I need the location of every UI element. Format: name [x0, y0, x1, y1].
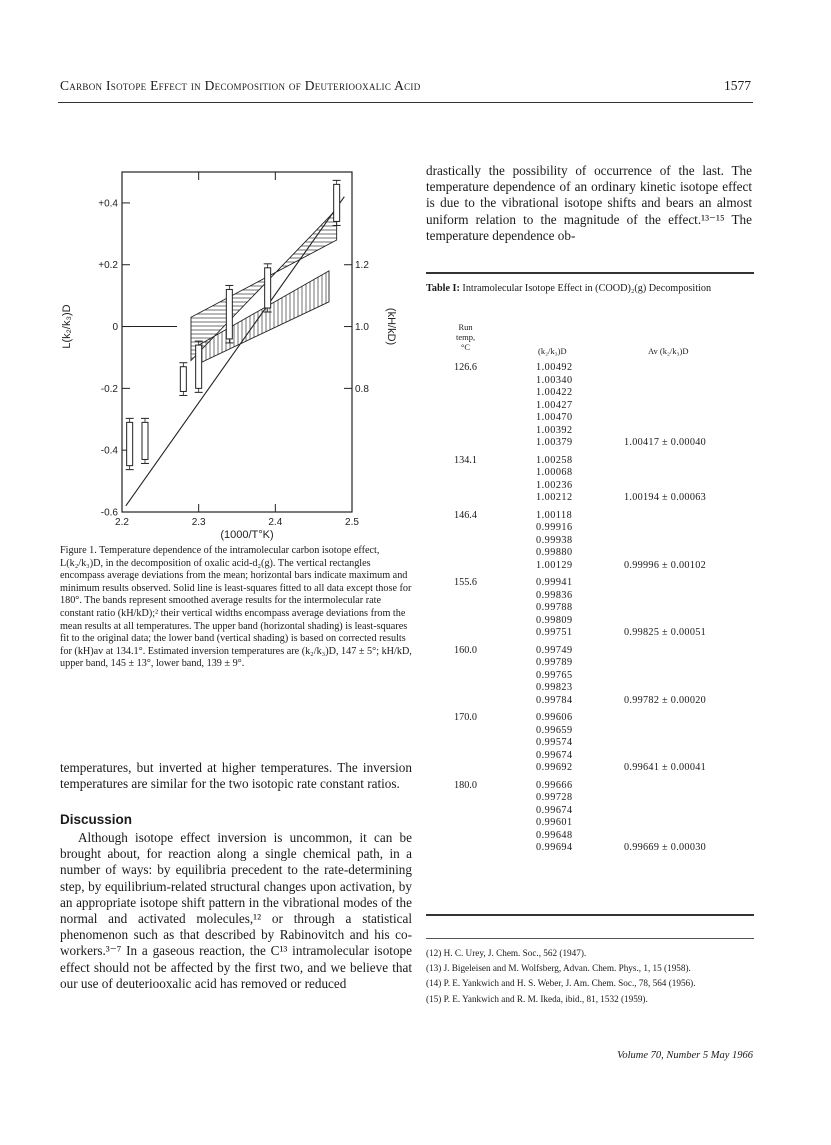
- x-tick-label: 2.3: [191, 517, 206, 528]
- table-row: [426, 817, 754, 830]
- running-head: Carbon Isotope Effect in Decomposition of Deuteriooxalic Acid: [60, 78, 421, 93]
- run-temp: 160.0: [454, 644, 477, 656]
- run-temp: 155.6: [454, 577, 477, 588]
- ratio-value: 0.99765: [536, 669, 573, 681]
- table-bottom-rule: [426, 914, 754, 916]
- ratio-value: 0.99749: [536, 644, 573, 656]
- left-tick-label: 0: [112, 322, 118, 334]
- table-row: [426, 547, 754, 560]
- footnote-number: (13): [426, 963, 442, 974]
- right-tick-label: 1.2: [355, 260, 369, 272]
- ratio-value: 1.00118: [536, 509, 573, 521]
- right-tick-label: 0.8: [355, 383, 369, 395]
- run-temp: 146.4: [454, 509, 477, 521]
- left-paragraph-2: Although isotope effect inversion is uncommon, it can be brought about, for reaction along a single chemical path, in a number of ways: by equilibria precedent to the rate-determining step, by equilibrium-related structural changes upon activation, by an appropriate isotope shift pattern in the vibrational modes of the normal and activated molecules,¹² or through a statistical phenomenon such as that described by Rabinovitch and his co-workers.³⁻⁷ In a gaseous reaction, the C¹³ intramolecular isotope effect should not be affected by the first two, and we believe that our use of deuteriooxalic acid has removed or reduced: [60, 830, 412, 991]
- table-row: [426, 412, 754, 425]
- ratio-value: 0.99916: [536, 522, 573, 533]
- figure-caption: Figure 1. Temperature dependence of the intramolecular carbon isotope effect, L(k₂/k₃)D, in the decomposition of oxalic acid-d₂(g). The vertical rectangles encompass average deviations from the mean; horizontal bars indicate maximum and minimum results observed. Solid line is least-squares fitted to all data except those for 180°. The bands represent smoothed average results for the intermolecular rate constant ratio (kH/kD);² their vertical widths encompass average deviations from the mean results at all temperatures. The upper band (horizontal shading) is least-squares fit to the original data; the lower band (vertical shading) is based on corrected results for (kH)av at 134.1°. Estimated inversion temperatures are (k₂/k₃)D, 147 ± 5°; kH/kD, upper band, 145 ± 13°, lower band, 139 ± 9°.: [60, 545, 412, 670]
- journal-footer: Volume 70, Number 5 May 1966: [617, 1050, 753, 1061]
- average-value: 0.99825 ± 0.00051: [624, 627, 707, 638]
- average-value: 0.99996 ± 0.00102: [624, 559, 707, 571]
- ratio-value: 0.99751: [536, 627, 573, 638]
- left-axis-label: L(k₂/k₃)D: [61, 304, 73, 349]
- table-row: [426, 590, 754, 603]
- ratio-value: 1.00392: [536, 424, 573, 436]
- table-row: [426, 695, 754, 708]
- table-row: [426, 737, 754, 750]
- footnote-text: J. Bigeleisen and M. Wolfsberg, Advan. Chem. Phys., 1, 15 (1958).: [443, 963, 691, 974]
- page-number: 1577: [724, 78, 751, 93]
- average-value: 1.00417 ± 0.00040: [624, 437, 707, 448]
- ratio-value: 1.00129: [536, 559, 573, 571]
- data-point-box: [196, 345, 202, 388]
- left-tick-label: -0.6: [100, 507, 118, 519]
- table-row: [426, 712, 754, 725]
- figure-1: [52, 160, 422, 545]
- table-row: [426, 510, 754, 523]
- ratio-value: 0.99574: [536, 737, 573, 748]
- header-rule: [58, 102, 753, 103]
- table-row: [426, 792, 754, 805]
- table-row: [426, 657, 754, 670]
- table-group: [426, 645, 754, 708]
- table-row: [426, 455, 754, 468]
- table-row: [426, 577, 754, 590]
- x-tick-label: 2.5: [345, 517, 359, 528]
- table-row: [426, 842, 754, 855]
- ratio-value: 0.99666: [536, 779, 573, 791]
- ratio-value: 1.00470: [536, 412, 573, 423]
- footnote: [426, 978, 756, 989]
- average-value: 0.99782 ± 0.00020: [624, 694, 707, 706]
- ratio-value: 0.99809: [536, 614, 573, 626]
- average-value: 0.99669 ± 0.00030: [624, 842, 707, 853]
- table-row: [426, 480, 754, 493]
- table-row: [426, 670, 754, 683]
- ratio-value: 1.00492: [536, 362, 573, 373]
- data-point-box: [265, 268, 271, 308]
- ratio-value: 1.00068: [536, 467, 573, 478]
- table-row: [426, 492, 754, 505]
- table-row: [426, 522, 754, 535]
- ratio-value: 1.00427: [536, 399, 573, 411]
- left-tick-label: -0.4: [100, 445, 118, 457]
- left-paragraph-1: temperatures, but inverted at higher temperatures. The inversion temperatures are similar for the two isotopic rate constant ratios.: [60, 760, 412, 792]
- right-tick-label: 1.0: [355, 322, 369, 334]
- ratio-value: 1.00379: [536, 437, 573, 448]
- fit-line: [126, 197, 345, 506]
- col-average: Av (k₂/k₃)D: [648, 346, 689, 356]
- ratio-value: 0.99728: [536, 792, 573, 803]
- table-row: [426, 615, 754, 628]
- table-row: [426, 425, 754, 438]
- ratio-value: 0.99788: [536, 602, 573, 613]
- table-group: [426, 510, 754, 573]
- figure-1-chart: [52, 160, 422, 545]
- footnote-rule: [426, 938, 754, 939]
- ratio-value: 0.99941: [536, 577, 573, 588]
- ratio-value: 1.00340: [536, 374, 573, 386]
- ratio-value: 0.99692: [536, 762, 573, 773]
- table-row: [426, 645, 754, 658]
- table-header: [426, 322, 754, 358]
- left-tick-label: -0.2: [100, 383, 118, 395]
- ratio-value: 0.99674: [536, 749, 573, 761]
- table-row: [426, 467, 754, 480]
- run-temp: 170.0: [454, 712, 477, 723]
- ratio-value: 0.99601: [536, 817, 573, 828]
- footnote-number: (15): [426, 993, 442, 1004]
- table-row: [426, 805, 754, 818]
- footnote-number: (12): [426, 948, 442, 958]
- ratio-value: 0.99674: [536, 804, 573, 816]
- ratio-value: 0.99938: [536, 534, 573, 546]
- table-row: [426, 362, 754, 375]
- average-value: 1.00194 ± 0.00063: [624, 492, 707, 503]
- ratio-value: 0.99648: [536, 829, 573, 841]
- footnote-text: P. E. Yankwich and H. S. Weber, J. Am. Chem. Soc., 78, 564 (1956).: [443, 978, 696, 989]
- data-point-box: [127, 422, 133, 465]
- table-label: Table I:: [426, 283, 460, 294]
- table-group: [426, 712, 754, 775]
- left-tick-label: +0.4: [98, 198, 118, 210]
- table-title: [426, 283, 754, 296]
- table-row: [426, 627, 754, 640]
- x-tick-label: 2.2: [115, 517, 129, 528]
- ratio-value: 1.00236: [536, 479, 573, 491]
- table-group: [426, 577, 754, 640]
- footnote: [426, 963, 756, 974]
- right-paragraph-1: drastically the possibility of occurrence of the last. The temperature dependence of an ordinary kinetic isotope effect is due to the vibrational isotope shifts and bears an almost uniform relation to the magnitude of the effect.¹³⁻¹⁵ The temperature dependence ob-: [426, 163, 752, 243]
- footnote-text: H. C. Urey, J. Chem. Soc., 562 (1947).: [443, 948, 587, 958]
- table-row: [426, 400, 754, 413]
- table-top-rule: [426, 272, 754, 274]
- ratio-value: 0.99606: [536, 712, 573, 723]
- table-row: [426, 437, 754, 450]
- table-group: [426, 455, 754, 505]
- table-row: [426, 682, 754, 695]
- footnote: [426, 948, 756, 959]
- table-row: [426, 830, 754, 843]
- data-point-box: [142, 422, 148, 459]
- right-axis-label: (kH/kD): [385, 307, 397, 346]
- footnote: [426, 994, 756, 1005]
- table-row: [426, 750, 754, 763]
- footnotes: [426, 948, 756, 1009]
- ratio-value: 1.00258: [536, 454, 573, 466]
- table-row: [426, 375, 754, 388]
- table-group: [426, 362, 754, 450]
- ratio-value: 0.99694: [536, 842, 573, 853]
- discussion-heading: Discussion: [60, 812, 133, 827]
- table-group: [426, 780, 754, 855]
- run-temp: 126.6: [454, 362, 477, 373]
- ratio-value: 0.99880: [536, 547, 573, 558]
- x-tick-label: 2.4: [268, 517, 283, 528]
- table-row: [426, 560, 754, 573]
- ratio-value: 0.99789: [536, 657, 573, 668]
- x-axis-label: (1000/T°K): [220, 529, 274, 541]
- table-row: [426, 602, 754, 615]
- table-body: [426, 362, 754, 860]
- table-row: [426, 725, 754, 738]
- col-run-temp: Run temp, °C: [456, 322, 476, 352]
- table-row: [426, 762, 754, 775]
- ratio-value: 0.99836: [536, 589, 573, 601]
- ratio-value: 0.99784: [536, 694, 573, 706]
- run-temp: 180.0: [454, 779, 477, 791]
- data-point-box: [334, 184, 340, 221]
- run-temp: 134.1: [454, 454, 477, 466]
- ratio-value: 1.00422: [536, 387, 573, 398]
- left-tick-label: +0.2: [98, 260, 118, 272]
- data-point-box: [226, 289, 232, 338]
- table-row: [426, 780, 754, 793]
- footnote-text: P. E. Yankwich and R. M. Ikeda, ibid., 81, 1532 (1959).: [443, 993, 648, 1004]
- table-row: [426, 387, 754, 400]
- data-point-box: [180, 367, 186, 392]
- table-caption: Intramolecular Isotope Effect in (COOD)₂(g) Decomposition: [462, 283, 712, 294]
- ratio-value: 1.00212: [536, 492, 573, 503]
- footnote-number: (14): [426, 978, 442, 989]
- col-ratio: (k₂/k₃)D: [538, 346, 567, 356]
- table-row: [426, 535, 754, 548]
- average-value: 0.99641 ± 0.00041: [624, 762, 707, 773]
- ratio-value: 0.99823: [536, 682, 573, 693]
- ratio-value: 0.99659: [536, 724, 573, 736]
